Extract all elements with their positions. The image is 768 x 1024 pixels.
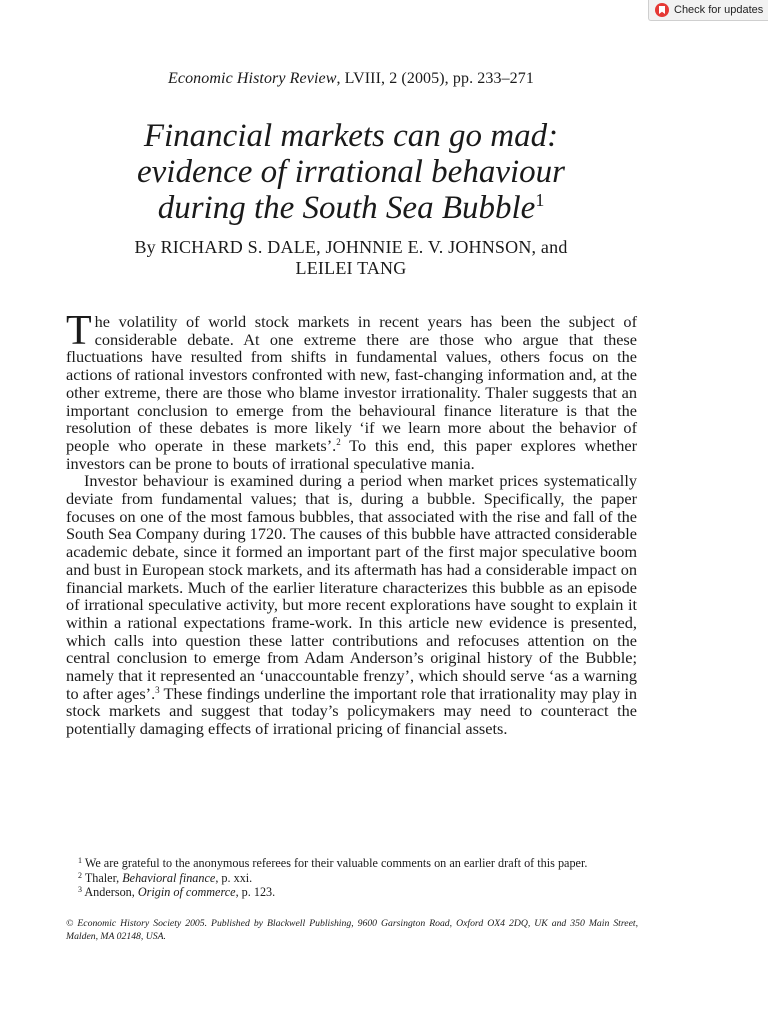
paragraph-2-text-b: These findings underline the important role that irrationality may play in stock markets and suggest that today’s policymakers may need to counteract the potentially damaging effects of irrational pricing of financial assets. (66, 683, 638, 739)
footnote-1-number: 1 (78, 856, 82, 865)
footnote-1-text: We are grateful to the anonymous referees for their valuable comments on an earlier draft of this paper. (82, 856, 588, 870)
footnote-2-pre: Thaler, (82, 870, 123, 885)
title-line-3: during the South Sea Bubble (157, 190, 536, 226)
footnote-3-pre: Anderson, (82, 885, 138, 899)
footnote-3-number: 3 (78, 885, 82, 894)
article-title (0, 118, 702, 226)
title-line-2: evidence of irrational behaviour (137, 154, 565, 190)
footnote-1 (66, 856, 637, 871)
paragraph-1-text-a: he volatility of world stock markets in recent years has been the subject of considerable debate. At one extreme there are those who argue that these fluctuations have resulted from shifts in fundamental values, others focus on the actions of rational investors confronted with new, fast-changing information and, at the other extreme, there are those who blame investor irrationality. Thaler suggests that an important conclusion to emerge from the behavioural finance literature is that the resolution of these debates is more likely ‘if we learn more about the behavior of people who operate in these markets’. (66, 312, 637, 455)
paragraph-1-text-b: To this end, this paper explores whether investors can be prone to bouts of irrational speculative mania. (66, 435, 637, 473)
footnote-ref-2[interactable]: 2 (336, 436, 341, 447)
bookmark-icon (655, 3, 669, 17)
footnote-2-post: , p. xxi. (215, 870, 253, 885)
paragraph-2-text-a: Investor behaviour is examined during a period when market prices systematically deviate from fundamental values; that is, during a bubble. Specifically, the paper focuses on one of the most famous bubbles, that associated with the rise and fall of the South Sea Company during 1720. The causes of this bubble have attracted considerable academic debate, since it formed an important part of the first major speculative boom and bust in European stock markets, and its aftermath has had a considerable impact on financial markets. Much of the earlier literature characterizes this bubble as an episode of irrational speculative activity, but more recent explorations have sought to explain it within a rational expectations frame-work. In this article new evidence is presented, which calls into question these latter contributions and refocuses attention on the central conclusion to emerge from Adam Anderson’s original history of the Bubble; namely that it represented an ‘unaccountable frenzy’, which should serve ‘as a warning to after ages’. (66, 471, 637, 703)
footnote-2-number: 2 (78, 870, 82, 880)
footnote-2-title: Behavioral finance (122, 870, 216, 885)
check-for-updates-label: Check for updates (674, 4, 764, 16)
footnotes (66, 856, 637, 900)
footnote-ref-3[interactable]: 3 (155, 684, 160, 695)
title-line-1: Financial markets can go mad: (143, 118, 559, 154)
footnote-3-post: , p. 123. (235, 885, 276, 899)
author-list (0, 237, 702, 279)
journal-citation (0, 70, 702, 88)
check-for-updates-button[interactable] (648, 0, 768, 21)
footnote-3 (66, 885, 637, 900)
paragraph-1 (66, 308, 637, 473)
paragraph-2 (66, 472, 637, 738)
footnote-2 (66, 871, 637, 886)
title-footnote-ref[interactable]: 1 (535, 190, 545, 210)
authors-line-1: By RICHARD S. DALE, JOHNNIE E. V. JOHNSON, and (134, 237, 568, 257)
copyright-notice: © Economic History Society 2005. Published by Blackwell Publishing, 9600 Garsington Road, Oxford OX4 2DQ, UK and 350 Main Street, Malden, MA 02148, USA. (66, 918, 638, 942)
journal-name: Economic History Review (168, 70, 337, 87)
footnote-3-title: Origin of commerce (137, 885, 236, 899)
article-body (66, 308, 638, 739)
drop-cap: T (66, 308, 92, 354)
authors-line-2: LEILEI TANG (295, 258, 407, 278)
journal-details: , LVIII, 2 (2005), pp. 233–271 (336, 70, 534, 87)
